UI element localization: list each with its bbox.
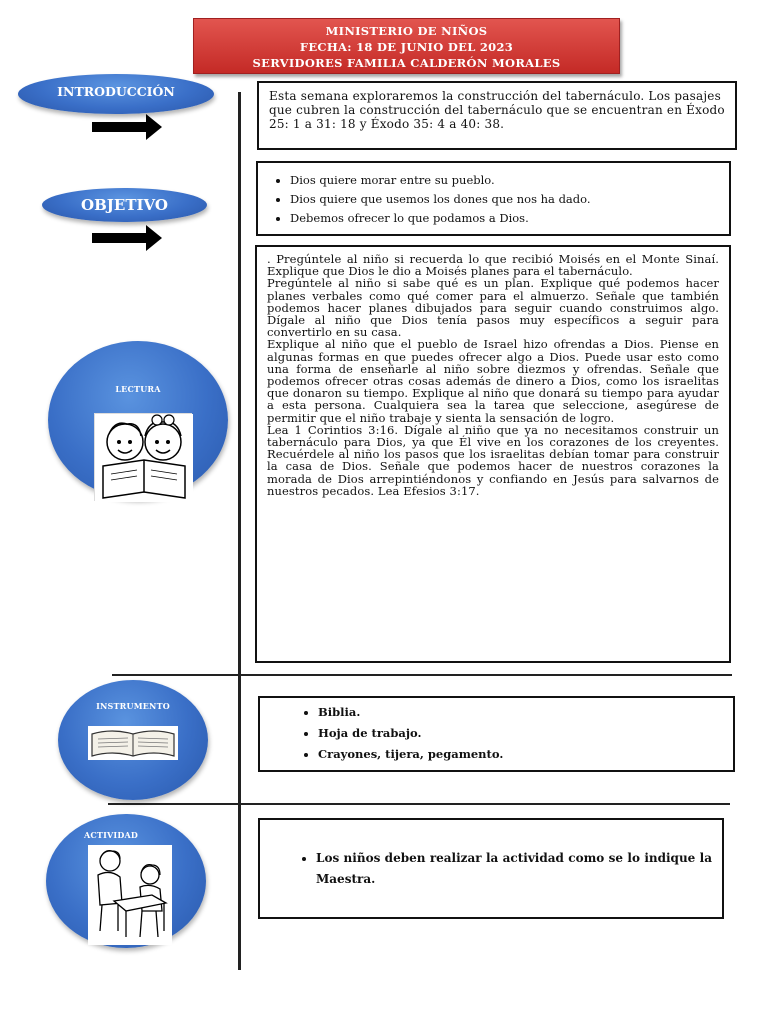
objetivo-list xyxy=(268,171,719,228)
header-servers: SERVIDORES FAMILIA CALDERÓN MORALES xyxy=(252,56,561,70)
children-drawing-illustration xyxy=(88,845,172,945)
actividad-label: ACTIVIDAD xyxy=(83,830,139,840)
vertical-divider xyxy=(238,92,241,970)
header-title: MINISTERIO DE NIÑOS xyxy=(325,24,488,38)
arrow-right-icon xyxy=(92,119,168,135)
arrow-right-icon xyxy=(92,230,168,246)
lectura-label: LECTURA xyxy=(115,384,161,394)
objetivo-pill: OBJETIVO xyxy=(42,188,207,222)
lectura-paragraph: Lea 1 Corintios 3:16. Dígale al niño que ya no necesitamos construir un tabernáculo para Dios, ya que Él vive en los corazones de los creyentes. Recuérdele al niño los pasos que los israelitas debían tomar para construir la casa de Dios. Señale que podemos hacer de nuestros corazones la morada de Dios arrepintiéndonos y confiando en Jesús para salvarnos de nuestros pecados. Lea Efesios 3:17. xyxy=(267,422,719,498)
list-item: • Dios quiere morar entre su pueblo. xyxy=(290,171,719,190)
header-date: FECHA: 18 DE JUNIO DEL 2023 xyxy=(299,40,514,54)
actividad-box xyxy=(258,818,724,919)
introduccion-pill: INTRODUCCIÓN xyxy=(18,74,214,114)
list-item: • Biblia. xyxy=(318,702,719,723)
lectura-paragraph: . Pregúntele al niño si recuerda lo que recibió Moisés en el Monte Sinaí. Explique que Dios le dio a Moisés planes para el tabernáculo. xyxy=(267,252,719,279)
horizontal-divider xyxy=(108,803,730,805)
introduccion-text: Esta semana exploraremos la construcción del tabernáculo. Los pasajes que cubren la construcción del tabernáculo que se encuentran en Éxodo 25: 1 a 31: 18 y Éxodo 35: 4 a 40: 38. xyxy=(269,89,725,131)
open-book-illustration xyxy=(88,726,178,760)
lectura-box xyxy=(255,245,731,663)
children-reading-illustration xyxy=(94,413,192,501)
lectura-paragraph: Explique al niño que el pueblo de Israel hizo ofrendas a Dios. Piense en algunas formas en que puedes ofrecer algo a Dios. Puede usar esto como una forma de enseñarle al niño sobre diezmos y ofrendas. Señale que podemos ofrecer otras cosas además de dinero a Dios, como los israelitas que donaron su tiempo. Explique al niño que donará su tiempo para ayudar a esta persona. Cualquiera sea la tarea que seleccione, asegúrese de permitir que el niño trabaje y sienta la sensación de logro. xyxy=(267,337,719,425)
lectura-paragraph: Pregúntele al niño si sabe qué es un plan. Explique qué podemos hacer planes verbales como qué comer para el almuerzo. Señale que también podemos hacer planes dibujados para seguir cuando construimos algo. Dígale al niño que Dios tenía pasos muy específicos a seguir para convertirlo en su casa. xyxy=(267,276,719,340)
actividad-list xyxy=(270,848,712,890)
header-banner xyxy=(193,18,620,74)
list-item: • Crayones, tijera, pegamento. xyxy=(318,744,719,765)
list-item: • Hoja de trabajo. xyxy=(318,723,719,744)
instrumento-label: INSTRUMENTO xyxy=(96,701,170,711)
instrumento-list xyxy=(274,702,719,765)
list-item: • Debemos ofrecer lo que podamos a Dios. xyxy=(290,209,719,228)
introduccion-box xyxy=(257,81,737,150)
list-item: • Dios quiere que usemos los dones que nos ha dado. xyxy=(290,190,719,209)
list-item: • Los niños deben realizar la actividad como se lo indique la Maestra. xyxy=(316,848,712,890)
instrumento-box xyxy=(258,696,735,772)
objetivo-box xyxy=(256,161,731,236)
horizontal-divider xyxy=(112,674,732,676)
